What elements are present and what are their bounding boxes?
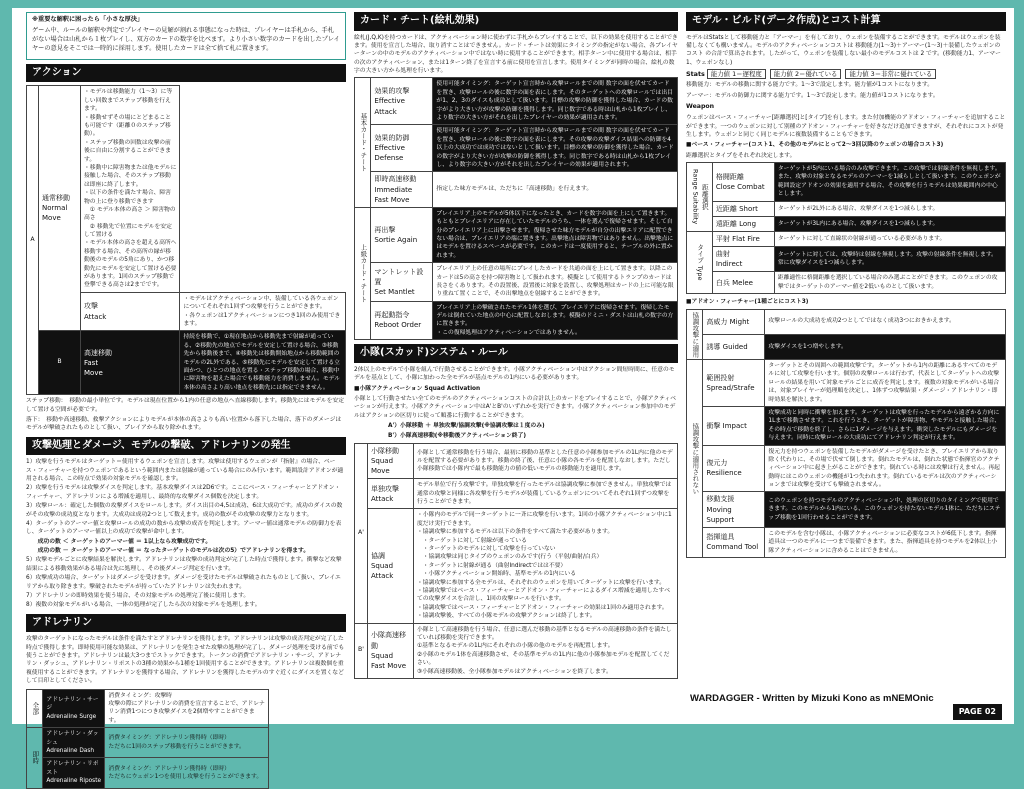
squad-activation-heading: ■小隊アクティベーション Squad Activation [354,385,481,392]
card-row-text: プレイエリア上の任意の場所にプレイしたカードを共通の面を上にして置きます。以降このカードは5の高さを持つ障害物として扱われます。模擬として使用するトランプのカードは長さをくあります。その設置後、設置後に対象を設置し、攻撃処理はカードの上に可能な限り重ねて置くことで、その出撃地点を射線することができます。 [433,263,678,302]
damage-step: 3）攻撃ロール：確定した個数の攻撃ダイスをロールします。ダイス出目の4,5は成功、6は大成功です。成功のダイスの数がその攻撃の成功度となります。大成功は成功2つとして数えます。成功の数がその攻撃の攻撃力となります。 [26,503,343,518]
base-row-name: 白兵 Melee [712,272,774,294]
addon-row-text: ターゲットとその周囲への範囲攻撃です。ターゲットから1内の距離にあるすべてのモデルに対して攻撃を行います。個別の攻撃ロールは行わず、代表としてターゲットへの攻撃ロールの結果を用いて対象モデルごとに成否を判定します。複数の対象モデルがいる場合は、対象プレイヤーが処理順を決定し、1体ずつ攻撃結果・ダメージ・アドレナリン・即時効果を解決します。 [765,360,1006,407]
addon-row-name: 指揮道具 Command Tool [703,527,765,557]
addon-row-name: 衝撃 Impact [703,406,765,445]
damage-step: 5）攻撃モデルごとに攻撃結果を解決します。アドレナリンは攻撃の成功判定が完了した時点で獲得します。衝撃など攻撃結果による移動効果がある場合は先に処理し、その後ダメージ判定を行います。 [26,557,342,572]
card-row-name: 再起動指令 Reboot Order [371,301,433,340]
base-row-text: ターゲットに対して直線状の射線が通っている必要があります。 [774,231,1005,246]
damage-step: 8）複数の対象モデルがいる場合、一体の処理が完了したら次の対象モデルを処理します。 [26,602,261,609]
ruling-note-body: ゲーム中、ルールの解釈や判定でプレイヤーの見解が割れる事態になった時は、プレイヤーは手札から、手札がない場合は山札から１枚プレイし、双方のカードの数字を比べます。より小さい数字のカードを出したプレイヤーの意見をそこでは一時的に採用します。使用したカードは全て捨て札に置きます。 [32,26,340,52]
card-cheat-table [354,77,678,340]
normal-move-label: 通常移動 Normal Move [39,86,81,331]
base-row-text: 距離適性に格闘距離を選択している場合のみ選ぶことができます。このウェポンの攻撃ではターゲットのアーマー値を2低いものとして扱います。 [774,272,1005,294]
addon-row-name: 誘導 Guided [703,334,765,359]
squad-row-text: 小隊として通常移動を行う場合、最初に移動の基準とした任意の小隊参加モデルの1L内に他のモデルを配置する必要があります。移動の終了後、任意に小隊の各モデルを配置しなおします。ただし小隊移動では小隊内で最も移動能力の値の低いモデルの移動能力を適用します。 [413,443,677,478]
adrenaline-riposte-text: 消費タイミング：アドレナリン獲得時（即時） ただちにウェポン1つを使用し攻撃を行うことができます。 [105,758,269,788]
ruling-note-box [26,12,346,60]
addon-row-name: 範囲投射 Spread/Strafe [703,360,765,407]
card-cheat-section-header: カード・チート(絵札効果) [354,12,678,31]
weapon-label: Weapon [686,103,715,111]
action-section-header: アクション [26,64,346,83]
addon-row-name: 移動支援 Moving Support [703,492,765,527]
adrenaline-instant-label: 即時 [27,728,43,788]
stats-label: Stats [686,70,705,79]
action-table [26,85,346,395]
base-row-name: 曲射 Indirect [712,247,774,272]
weapon-text: ウェポンはベース・フィーチャー[距離選択]と[タイプ]を有します。また付加機能のアドオン・フィーチャーを追加することができます。一つのウェポンに対して別種のアドオン・フィーチャーを好きなだけ追加できますが、それぞれにコストが発生します。ウェポンと同じく同じモデルに複数装備することもできます。 [686,115,1006,138]
damage-step: 2）攻撃を行うモデルは攻撃ダイスを判定します。基本攻撃ダイスは2D6です。ここにベース・フィーチャーとアドオン・フィーチャー、アドレナリンによる増減を適用し、最終的な攻撃ダイス個数を決定します。 [26,485,341,500]
addon-feature-table [686,309,1006,559]
base-row-text: ターゲットに対しては、攻撃時は射線を無視します。攻撃の射線条件を無視します。常に攻撃ダイスを1つ減らします。 [774,247,1005,272]
advanced-card-cheat-label: 上級カード・チート [355,207,371,339]
squad-row-name: 協調 Squad Attack [367,509,413,623]
damage-step: 7）アドレナリンの即時効果を使う場合、その対象モデルの処理完了後に使用します。 [26,593,250,600]
damage-steps [26,458,346,610]
rulebook-page [12,8,1014,785]
base-row-text: ターゲットが5内にいる場合のみ攻撃できます。この攻撃では射線条件を無視します。また、攻撃の対象となるモデルのアーマーを1減らしとして扱います。このウェポンが範囲設定アドオンの効果を適用する場合、その攻撃を行うモデルは効果範囲内の中心とします。 [774,163,1005,202]
damage-step: 4）ターゲットのアーマー値と攻撃ロールの成功の数から攻撃の成否を判定します。アーマー値は通常モデルの防御力を表し、ターゲットのアーマー値以上の成功で攻撃が命中します。 [26,520,342,536]
fast-move-label: 高速移動 Fast Move [81,331,180,395]
normal-move-text: ・モデルは移動能力（1〜3）に等しい回数までステップ移動を行えます。 ・移動せずその場にとどまることも可能です（距離０のステップ移動）。 ・ステップ移動の回数は攻撃の前後に自由に分割することができます。 ・移動中に障害物または他モデルに接触した場合、そのステップ移動は即座に終了します。 ・以下の条件を満たす場合、障害物の上に登り移動できます ① モデル本体の高さ ＞ 障害物の高さ ② 移動先で位置にモデルを安定して置ける ・モデル本体の高さを超える高所へ移動する場合、その高所の縁が移動後のモデルの5角にあり、かつ移動先にモデルを安定して置ける必要があります。1回のステップ移動で登攀できる高さは2までです。 [81,86,180,292]
damage-step: 成功の数 － ターゲットのアーマー値 ＝ なったターゲットのモデルは次の5）でアドレナリンを得ます。 [26,548,310,555]
adrenaline-surge-name: アドレナリン・サージ Adrenaline Surge [43,689,105,728]
column-right [686,8,1006,724]
card-row-name: 効果的攻撃 Effective Attack [371,78,433,125]
squad-table [354,443,678,679]
step-move-rule: ステップ移動： 移動の最小単位です。モデルは現在位置から1内の任意の地点へ直線移動します。移動先にはモデルを安定して置ける空間が必要です。 [26,398,344,413]
build-section-header: モデル・ビルド(データ作成)とコスト計算 [686,12,1006,31]
addon-row-text: 攻撃成功と同時に衝撃を加えます。ターゲットは攻撃を行ったモデルから遠ざかる方向に1Lまで移動させます。これを行うとき、ターゲットが障害物、やモデルと接触した場合、その時点で移動を終了し、さらに1ダメージを与えます。衝突したモデルにもダメージを与えます。同時に攻撃ロールの大成功にてアドレナリン判定が行えます。 [765,406,1006,445]
addon-group-squad: 協調攻撃に適用 [687,309,703,360]
row-b-label: B [39,331,81,395]
fast-move-text: 持続を移動で、①現在地点から移動先まで射線が通っている、②移動先の地点でモデルを安定して置ける場合、③移動先から移動後まで、④移動先は移動開始地点から移動範囲のモデルの2L外である、⑤移動先にモデルを安定して置ける立面かつ、ひとつの地点を置る・ステップ移動の場合、移動中に障害物を超えた場合でも移動能力を消費しません。モデル本体の高さより高い地点を移動先には指定できません。 [180,331,346,395]
adrenaline-dash-text: 消費タイミング：アドレナリン獲得時（即時） ただちに1回のステップ移動を行うことができます。 [105,728,269,758]
range-group-label: 距離選択 Range Suitability [687,163,713,232]
squad-row-name: 小隊高速移動 Squad Fast Move [367,623,413,678]
card-row-name: 効果的防御 Effective Defense [371,125,433,172]
squad-intro: 2体以上のモデルで小隊を組んで行動させることができます。小隊アクティベーション中はアクション間短時間に、任意のモデルを基点として、小隊に加わった全モデルが基点モデルの1内にいる必要があります。 [354,366,675,382]
damage-step: 成功の数 ＜ ターゲットのアーマー値 ＝ 1以上なら攻撃成功です。 [26,538,212,545]
squad-row-text: モデル単位で行う攻撃です。単独攻撃を行ったモデルは協調攻撃に参加できません。単独攻撃では通常の攻撃と同様に各攻撃を行うモデルが装備しているウェポンについてそれぞれ1回ずつ攻撃を行うことができます。 [413,479,677,509]
type-group-label: タイプ Type [687,231,713,293]
base-row-name: 遠距離 Long [712,216,774,231]
squad-row-b-label: B' [355,623,368,678]
ruling-note-title: ※重要な解釈に困ったら「小さな厚決」 [32,16,144,23]
stats-level-box: 能力値 3＝非常に優れている [845,69,936,79]
squad-row-name: 単独攻撃 Attack [367,479,413,509]
card-cheat-intro: 絵札(J,Q,K)を持つカードは、アクティベーション時に使わずに手札からプレイすることで、以下の効果を使用することができます。使用を宣言した場合、取り消すことはできません。カード・チートは効果にタイミングの指定がない場合、各プレイヤーターンの中のモデルのアクティベーション中ではない時に使用することができます。相手ターン中に使用する場合は、相手の次のアクティベーション、または1ターン終了を宣言する前に使用を宣言します。使用タイミングが同時の場合、絵札の数字の大きい方から処理を行います。 [354,34,678,75]
card-row-text: プレイエリア上のモデルが5体以下になったとき、カードを数字の面を上にして置きます。もともとプレイエリアに存在していたモデルのうち、一体を選んで復帰させます。そして自分のプレイエリア上に出撃させます。復帰させた味方モデルが自分の出撃エリアに配置できない場合は、プレイエリアの端に置きます。出撃地点は障害物ではありません。出撃地点にはモデルを置けるスペースが必要です。このカードは一度使用すると、テーブルの外に置かれます。 [433,207,678,262]
damage-section-header: 攻撃処理とダメージ、モデルの撃破、アドレナリンの発生 [26,437,346,456]
addon-row-name: 復元力 Resilience [703,445,765,492]
addon-feature-title: ■アドオン・フィーチャー(1種ごとにコスト3) [686,299,809,306]
footer-credit: WARDAGGER - Written by Mizuki Kono as mNEMOnic [690,693,934,705]
attack-label: 攻撃 Attack [81,292,180,331]
stats-move: 移動能力：モデルの移動に関する能力です。1〜3で設定します。能力値が1コストになります。 [686,82,934,89]
adrenaline-table [26,689,269,789]
card-row-name: 即時高速移動 Immediate Fast Move [371,172,433,207]
card-row-text: 使用可能タイミング：ターゲット宣言時から攻撃ロールまでの間 数字の面を伏せてカードを置き、攻撃ロールの後に数字の面を表にします。その攻撃の攻撃ダイス結果への防御を4以上の大成功では成功ではないとして扱います。目標の攻撃の防御を獲得した場合、カードの数字がより大きい方が攻撃の防御を獲得します。同じ数字である時は山札から1枚プレイし、より数字の大きい方がそれを出したプレイヤーの効果が適用されます。 [433,125,678,172]
fall-rule: 落下： 移動や高速移動、救撃アクションによりモデルが本体の高さよりも高い位置から落下した場合、落下のダメージはモデルが撃破されたものとして扱い、プレイアから取り除かれます。 [26,416,342,432]
damage-step: 1）攻撃を行うモデルはターゲット＝使用するウェポンを宣言します。攻撃は使用するウェポンが『指射』の場合、ベース・フィーチャーを持つウェポンであるという範囲内または射線が通っている場合にのみ行います。範囲設計アドオンが適用される場合、この時点で効果の対象モデルを確認します。 [26,459,344,482]
basic-card-cheat-label: 基本カード・チート [355,78,371,207]
base-row-text: ターゲットが2L外にある場合、攻撃ダイスを1つ減らします。 [774,201,1005,216]
stats-row [686,70,1006,79]
card-row-text: 指定した味方モデルは、ただちに「高速移動」を行えます。 [433,172,678,207]
card-row-text: 使用可能タイミング：ターゲット宣言時から攻撃ロールまでの間 数字の面を伏せてカードを置き、攻撃ロールの後に数字の面を表にします。そのターゲットへの攻撃ロールでは出目が1、2、3のダイスも成功として扱います。目標の攻撃の防御を獲得した場合、カードの数字がより大きい方が攻撃の防御を獲得します。同じ数字である時は山札から1枚プレイし、より数字の大きい方がそれを出したプレイヤーの効果が適用されます。 [433,78,678,125]
adrenaline-surge-text: 消費タイミング：攻撃時 攻撃の際にアドレナリンの消費を宣言することで、アドレナリン消費1つにつき攻撃ダイスを2個増やすことができます。 [105,689,269,728]
card-row-name: マントレット設置 Set Mantlet [371,263,433,302]
squad-row-name: 小隊移動 Squad Move [367,443,413,478]
adrenaline-dash-name: アドレナリン・ダッシュ Adrenaline Dash [43,728,105,758]
stats-level-box: 能力値 2＝優れている [770,69,842,79]
addon-row-text: このウェポンを持つモデルのアクティベーション中、処理の区切りのタイミングで使用できます。このモデルから1内にいる、このウェポンを持たないモデル1体に、ただちにステップ移動を1回行わせることができます。 [765,492,1006,527]
attack-text: ・モデルはアクティベーション中、装備している各ウェポンについてそれぞれ1回ずつ攻撃を行うことができます。 ・各ウェポンは1アクティベーションにつき1回のみ使用できます。 [180,292,346,331]
base-feature-sub: 距離選択とタイプをそれぞれ決定します。 [686,152,796,159]
squad-row-a-label: A' [355,443,368,623]
adrenaline-all-label: 全部 [27,689,43,728]
base-row-name: 近距離 Short [712,201,774,216]
adrenaline-riposte-name: アドレナリン・リポスト Adrenaline Riposte [43,758,105,788]
addon-group-nonsquad: 協調攻撃に適用されない [687,360,703,558]
squad-option-b: B'）小隊高速移動(※移動後アクティベーション終了) [388,433,526,440]
addon-row-text: 攻撃ロールの大成功を成功2つとしてではなく成功3つにおきかえます。 [765,309,1006,334]
addon-row-text: このモデルを含む小隊は、小隊アクティベーションに必要なコストが6低下します。指揮道具は一つのモデルに一つまで装備できます。また、指揮道具を持つモデルを2体以上小隊アクティベーションに含めることはできません。 [765,527,1006,557]
adrenaline-section-header: アドレナリン [26,614,346,633]
base-feature-title: ■ベース・フィーチャー(コスト1、その他のモデルにとって2〜3回以降のウェポンの場合コスト3) [686,142,944,149]
squad-section-header: 小隊(スカッド)システム・ルール [354,344,678,363]
card-row-text: プレイエリア上の撃破されたモデル1体を選び、プレイエリアに復帰させます。復帰したモデルは倒れていた地点の中心に配置しなおします。模擬のドミニ・ダストは山札の数字の方に置きます。 ・この復帰処理はアクティベーションではありません。 [433,301,678,340]
build-intro: モデルはStatsとして移動能力と「アーマー」を有しており、ウェポンを装備することができます。モデルはウェポンを装備しなくても構いません。モデルのアクティベーションコストは 移動能力(1〜3)＋アーマー(1〜3)＋装備したウェポンのコスト の合計で算出されます。したがって、ウェポンを装備しない最小のモデルコストは 2 です。(移動能力1、アーマー1、ウェポンなし) [686,34,1001,66]
adrenaline-body: 攻撃のターゲットになったモデルは条件を満たすとアドレナリンを獲得します。アドレナリンは攻撃の成否判定が完了した時点で獲得します。即時使用可能な効果は、アドレナリンを発生させた攻撃の処理が完了し、ダメージ処理を受ける前でも使うことができます。アドレナリンは最大3つまでストックできます。トークンの消費でアドレナリン・サージ、アドレナリン・ダッシュ、アドレナリン・リポストの3種の効果から1種を1回使用することができます。アドレナリンは複数個を重複使用することができます。アドレナリンを獲得する場合、アドレナリンを獲得したモデルのすぐ近くにダイスを置くなどして目印としてください。 [26,636,345,685]
base-row-name: 格闘距離 Close Combat [712,163,774,202]
addon-row-text: 攻撃ダイスを1つ増やします。 [765,334,1006,359]
squad-activation-text: 小隊として行動させたい全てのモデルのアクティベーションコストの合計以上のカードをプレイすることで、小隊アクティベーションが行えます。小隊アクティベーション中はA'とB'のいずれかを実行できます。小隊アクティベーション参加中のモデルはアクションの区切りに従って順番に行動することができます。 [354,395,677,419]
damage-step: 6）攻撃成功の場合、ターゲットはダメージを受けます。ダメージを受けたモデルは撃破されたものとして扱い、プレイエリアから取り除きます。撃破されたモデルが持っていたアドレナリンは失われます。 [26,575,341,590]
page-number: PAGE 02 [953,704,1002,720]
squad-row-text: 小隊として高速移動を行う場合、任意に選んだ移動の基準となるモデルの高速移動の条件を満たしていれば移動を実行できます。 ①基準となるモデルの1L内にそれぞれの小隊の他のモデルを再配置します。 ②小隊のモデル1体を高速移動させ、その基準モデルの1L内に他の小隊参加モデルを配置してください。 ③小隊高速移動後、全小隊参加モデルはアクティベーションを終了します。 [413,623,677,678]
squad-option-a: A'）小隊移動 ＋ 単独攻撃/協調攻撃(※協調攻撃は１度のみ) [388,423,545,430]
column-left [26,8,346,785]
addon-row-text: 復元力を持つウェポンを装備したモデルがダメージを受けたとき、プレイエリアから取り除く代わりに、その場で伏せて倒します。倒れたモデルは、倒れた状態で指揮官のアクティベーション中に起き上がることができます。倒れている時には攻撃は行えません。再起動時にはこのウェポンの機能が1つ失われます。倒れているモデルは次のアクティベーションまでは攻撃を受けても撃破されません。 [765,445,1006,492]
row-a-label: A [27,86,39,395]
stats-level-box: 能力値 1＝遅程度 [707,69,766,79]
base-row-name: 平射 Flat Fire [712,231,774,246]
addon-row-name: 高威力 Might [703,309,765,334]
card-row-name: 再出撃 Sortie Again [371,207,433,262]
squad-row-text: ・小隊内のモデルで同一ターゲットに一斉に攻撃を行います。1回の小隊アクティベーション中に1度だけ実行できます。 ・協調攻撃に参加するモデルは以下の条件をすべて満たす必要があります。 ・ターゲットに対して射線が通っている ・ターゲットのモデルに対して攻撃を行っていない ・協調攻撃は同じタイプのウェポンのみです(行う（平射/曲射/白兵） ・ターゲットに射線が通る（曲射Indirectではは不要） ・小隊アクティベーション開始時、基準モデルの1内にいる ・協調攻撃に参加する全モデルは、それぞれのウェポンを用いてターゲットに攻撃を行います。 ・協調攻撃ではベース・フィーチャーとアドオン・フィーチャーによるダイス増減を適用したすべての攻撃ダイスを合計し、1回の攻撃ロールを行います。 ・協調攻撃ではベース・フィーチャーとアドオン・フィーチャーの効果は1回のみ適用されます。 ・協調攻撃後、すべての小隊モデルの攻撃アクションは終了します。 [413,509,677,623]
base-feature-table [686,162,1006,294]
base-row-text: ターゲットが3L内にある場合、攻撃ダイスを1つ減らします。 [774,216,1005,231]
stats-armor: アーマー：モデルの防御力に関する能力です。1〜3で設定します。能力値が1コストになります。 [686,92,939,99]
column-middle [354,8,678,724]
